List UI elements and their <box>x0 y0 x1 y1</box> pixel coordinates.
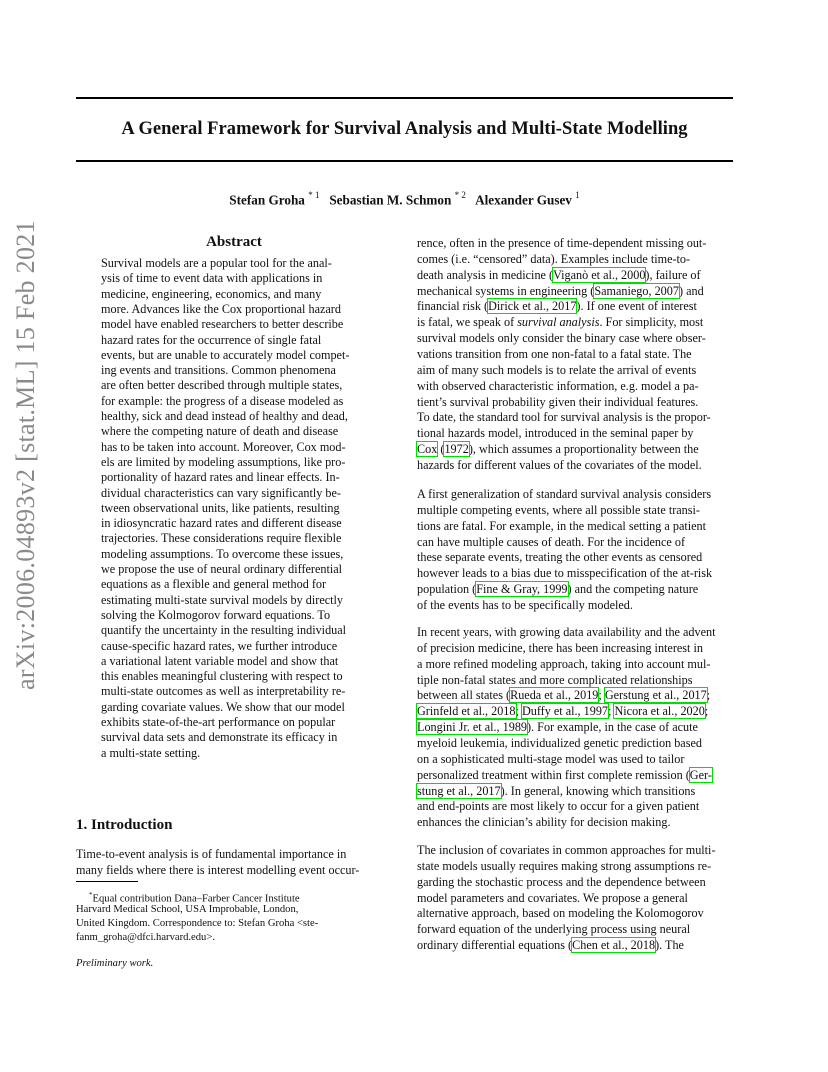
author-name: Sebastian M. Schmon <box>329 192 452 208</box>
text-run: ) and <box>678 283 704 298</box>
text-line: more. Advances like the Cox proportional hazard <box>101 301 341 316</box>
text-line <box>417 859 733 874</box>
author-mark: * 2 <box>454 190 466 200</box>
text-run: ). If one event of interest <box>576 299 697 314</box>
text-line <box>417 784 733 799</box>
footnote-text: Equal contribution Dana–Farber Cancer Institute <box>92 893 300 905</box>
text-run: between all states ( <box>417 688 511 703</box>
text-line: a variational latent variable model and show that <box>101 653 339 668</box>
paper-title: A General Framework for Survival Analysis and Multi-State Modelling <box>121 119 688 139</box>
text-line <box>417 442 733 457</box>
text-line: for example: the progress of a disease modeled as <box>101 393 344 408</box>
text-line <box>417 875 733 890</box>
text-line: modeling assumptions. To overcome these issues, <box>101 546 344 561</box>
text-line <box>417 843 733 858</box>
text-line: garding covariate values. We show that our model <box>101 699 345 714</box>
text-line <box>417 673 733 688</box>
text-run: can have multiple causes of death. For the incidence of <box>417 534 686 549</box>
author-name: Alexander Gusev <box>475 192 572 208</box>
text-line <box>417 641 733 656</box>
text-run: A first generalization of standard survival analysis considers <box>417 487 712 501</box>
text-run: The inclusion of covariates in common approaches for multi- <box>417 843 716 857</box>
text-line <box>417 284 733 299</box>
text-line <box>417 268 733 283</box>
text-line <box>417 379 733 394</box>
author-list <box>76 191 733 208</box>
text-line <box>417 736 733 751</box>
text-run: tiple non-fatal states and more complicated relationships <box>417 672 693 687</box>
text-line <box>417 315 733 330</box>
text-line: has to be taken into account. Moreover, Cox mod- <box>101 439 346 454</box>
text-line <box>417 906 733 921</box>
text-run: vations transition from one non-fatal to a fatal state. The <box>417 346 692 361</box>
text-line <box>417 657 733 672</box>
citation-link[interactable]: Viganò et al., 2000 <box>553 267 646 282</box>
text-line <box>417 347 733 362</box>
footnote-mark: * <box>89 891 93 899</box>
text-line: exhibits state-of-the-art performance on popular <box>101 715 336 729</box>
text-run: of precision medicine, there has been increasing interest in <box>417 640 703 655</box>
section-heading: 1. Introduction <box>76 817 173 833</box>
citation-link[interactable]: 1972 <box>444 442 469 457</box>
preliminary-note: Preliminary work. <box>76 958 154 969</box>
text-line <box>417 598 733 613</box>
text-line: equations as a flexible and general method for <box>101 577 327 592</box>
text-line <box>417 938 733 953</box>
text-run: mechanical systems in engineering ( <box>417 283 595 298</box>
citation-link[interactable]: Nicora et al., 2020 <box>614 704 705 719</box>
text-line <box>417 768 733 783</box>
citation-link[interactable]: stung et al., 2017 <box>417 783 501 798</box>
text-run: ). For example, in the case of acute <box>527 720 698 735</box>
citation-link[interactable]: Grinfeld et al., 2018 <box>417 704 516 719</box>
text-line: dividual characteristics can vary significantly be- <box>101 485 341 500</box>
abstract-heading: Abstract <box>206 234 262 250</box>
text-line: estimating multi-state survival models by directly <box>101 592 344 607</box>
text-run: . For simplicity, most <box>599 315 704 330</box>
text-line <box>417 799 733 814</box>
title-rule-top <box>76 97 733 99</box>
text-line <box>417 395 733 410</box>
text-run: multiple competing events, where all possible state transi- <box>417 502 700 517</box>
text-run: a more refined modeling approach, taking into account mul- <box>417 656 711 671</box>
text-run: myeloid leukemia, individualized genetic prediction based <box>417 735 702 750</box>
citation-link[interactable]: Cox <box>417 442 438 457</box>
text-run: ordinary differential equations ( <box>417 938 573 953</box>
footnote-rule <box>76 881 138 882</box>
arxiv-side-stamp: arXiv:2006.04893v2 [stat.ML] 15 Feb 2021 <box>11 220 40 690</box>
emphasis-text: survival analysis <box>517 315 600 330</box>
citation-link[interactable]: Dirick et al., 2017 <box>488 299 577 314</box>
text-line <box>417 582 733 597</box>
text-line: tween observational units, like patients, resulting <box>101 500 340 515</box>
text-line: cause-specific hazard rates, we further introduce <box>101 638 338 653</box>
title-rule-bottom <box>76 160 733 162</box>
text-run: model parameters and covariates. We propose a general <box>417 890 688 905</box>
text-run: personalized treatment within first complete remission ( <box>417 767 690 782</box>
text-run: ). The <box>655 938 684 953</box>
footnote-line: fanm_groha@dfci.harvard.edu>. <box>76 932 215 943</box>
text-run: is fatal, we speak of <box>417 315 518 330</box>
text-line: this enables meaningful clustering with respect to <box>101 669 343 684</box>
text-run: ), which assumes a proportionality between the <box>468 442 699 457</box>
text-run: ) and the competing nature <box>567 582 699 597</box>
citation-link[interactable]: Fine & Gray, 1999 <box>476 582 568 597</box>
text-line <box>417 252 733 267</box>
text-run: ; <box>706 688 711 703</box>
author-mark: 1 <box>575 190 580 200</box>
text-run: death analysis in medicine ( <box>417 267 554 282</box>
text-line: in idiosyncratic hazard rates and different disease <box>101 516 342 531</box>
text-run: population ( <box>417 582 477 597</box>
text-line <box>417 550 733 565</box>
footnote-line: Harvard Medical School, USA Improbable, London, <box>76 904 299 915</box>
text-run: state models usually requires making strong assumptions re- <box>417 858 712 873</box>
text-line <box>417 891 733 906</box>
text-run: tional hazards model, introduced in the seminal paper by <box>417 426 694 441</box>
text-line <box>417 519 733 534</box>
text-run: ; <box>515 704 522 719</box>
text-line: are often better described through multiple states, <box>101 378 343 393</box>
text-run: with observed characteristic information, e.g. model a pa- <box>417 378 699 393</box>
text-run: enhances the clinician’s ability for decision making. <box>417 815 671 830</box>
author-name: Stefan Groha <box>229 192 305 208</box>
text-line: portionality of hazard rates and linear effects. In- <box>101 470 340 485</box>
text-run: survival models only consider the binary case where obser- <box>417 331 706 346</box>
text-line: we propose the use of neural ordinary differential <box>101 562 343 576</box>
text-run: ; <box>598 688 605 703</box>
text-line <box>417 752 733 767</box>
text-line <box>417 566 733 581</box>
text-run: To date, the standard tool for survival analysis is the propor- <box>417 410 711 425</box>
text-line <box>417 331 733 346</box>
text-run: ( <box>437 442 445 457</box>
text-run: ), failure of <box>645 267 701 282</box>
citation-link[interactable]: Chen et al., 2018 <box>572 938 656 953</box>
text-line: els are limited by modeling assumptions, like pro- <box>101 454 346 469</box>
text-run: however leads to a bias due to misspecification of the at-risk <box>417 566 713 581</box>
citation-link[interactable]: Samaniego, 2007 <box>594 283 679 298</box>
text-run: alternative approach, based on modeling the Kolomogorov <box>417 906 704 921</box>
text-line <box>417 363 733 378</box>
text-run: financial risk ( <box>417 299 489 314</box>
text-run: rence, often in the presence of time-dependent missing out- <box>417 236 707 250</box>
text-line <box>417 487 733 502</box>
citation-link[interactable]: Rueda et al., 2019 <box>510 688 599 703</box>
text-line: many fields where there is interest modelling event occur- <box>76 862 360 877</box>
text-line: ing events and transitions. Common phenomena <box>101 363 336 378</box>
footnote-line: United Kingdom. Correspondence to: Stefan Groha <ste- <box>76 918 319 929</box>
text-line <box>417 688 733 703</box>
text-line: solving the Kolmogorov forward equations. To <box>101 607 331 622</box>
text-run: garding the stochastic process and the dependence between <box>417 874 706 889</box>
citation-link[interactable]: Duffy et al., 1997 <box>521 704 609 719</box>
text-run: these separate events, treating the other events as censored <box>417 550 703 565</box>
text-line <box>417 458 733 473</box>
text-line <box>417 236 733 251</box>
text-line: medicine, engineering, economics, and many <box>101 286 322 301</box>
text-line <box>417 922 733 937</box>
citation-link[interactable]: Longini Jr. et al., 1989 <box>417 720 528 735</box>
text-line: Survival models are a popular tool for the anal- <box>101 256 332 270</box>
text-run: of the events has to be specifically modeled. <box>417 597 633 612</box>
text-line <box>417 299 733 314</box>
text-line <box>417 426 733 441</box>
text-line: Time-to-event analysis is of fundamental importance in <box>76 847 347 861</box>
citation-link[interactable]: Ger- <box>689 767 712 782</box>
text-line <box>417 704 733 719</box>
text-line <box>417 720 733 735</box>
text-run: aim of many such models is to relate the arrival of events <box>417 362 697 377</box>
text-line: where the competing nature of death and disease <box>101 424 339 439</box>
author-mark: * 1 <box>308 190 320 200</box>
text-line: survival data sets and demonstrate its efficacy in <box>101 730 338 745</box>
text-line <box>417 815 733 830</box>
citation-link[interactable]: Gerstung et al., 2017 <box>604 688 707 703</box>
text-line: ysis of time to event data with applications in <box>101 271 323 286</box>
text-line <box>417 625 733 640</box>
text-line <box>417 503 733 518</box>
text-run: on a sophisticated multi-stage model was used to tailor <box>417 751 685 766</box>
text-line: multi-state outcomes as well as interpretability re- <box>101 684 346 699</box>
text-run: comes (i.e. “censored” data). Examples include time-to- <box>417 251 691 266</box>
text-run: tient’s survival probability given their individual features. <box>417 394 699 409</box>
text-line: model have enabled researchers to better describe <box>101 317 344 332</box>
text-run: hazards for different values of the covariates of the model. <box>417 457 702 472</box>
text-line: hazard rates for the occurrence of single fatal <box>101 332 322 347</box>
text-run: In recent years, with growing data availability and the advent <box>417 625 716 639</box>
text-run: ). In general, knowing which transitions <box>500 783 696 798</box>
text-line: quantify the uncertainty in the resulting individual <box>101 623 347 638</box>
text-run: ; <box>608 704 615 719</box>
text-line: events, but are unable to accurately model compet- <box>101 347 350 362</box>
text-run: tions are fatal. For example, in the medical setting a patient <box>417 518 707 533</box>
text-line <box>417 535 733 550</box>
text-line: healthy, sick and dead instead of healthy and dead, <box>101 409 348 423</box>
text-line: trajectories. These considerations require flexible <box>101 531 342 546</box>
text-run: and end-points are most likely to occur for a given patient <box>417 799 700 814</box>
text-line: a multi-state setting. <box>101 745 201 760</box>
text-line <box>417 410 733 425</box>
text-run: ; <box>704 704 709 719</box>
text-run: forward equation of the underlying process using neural <box>417 922 691 937</box>
